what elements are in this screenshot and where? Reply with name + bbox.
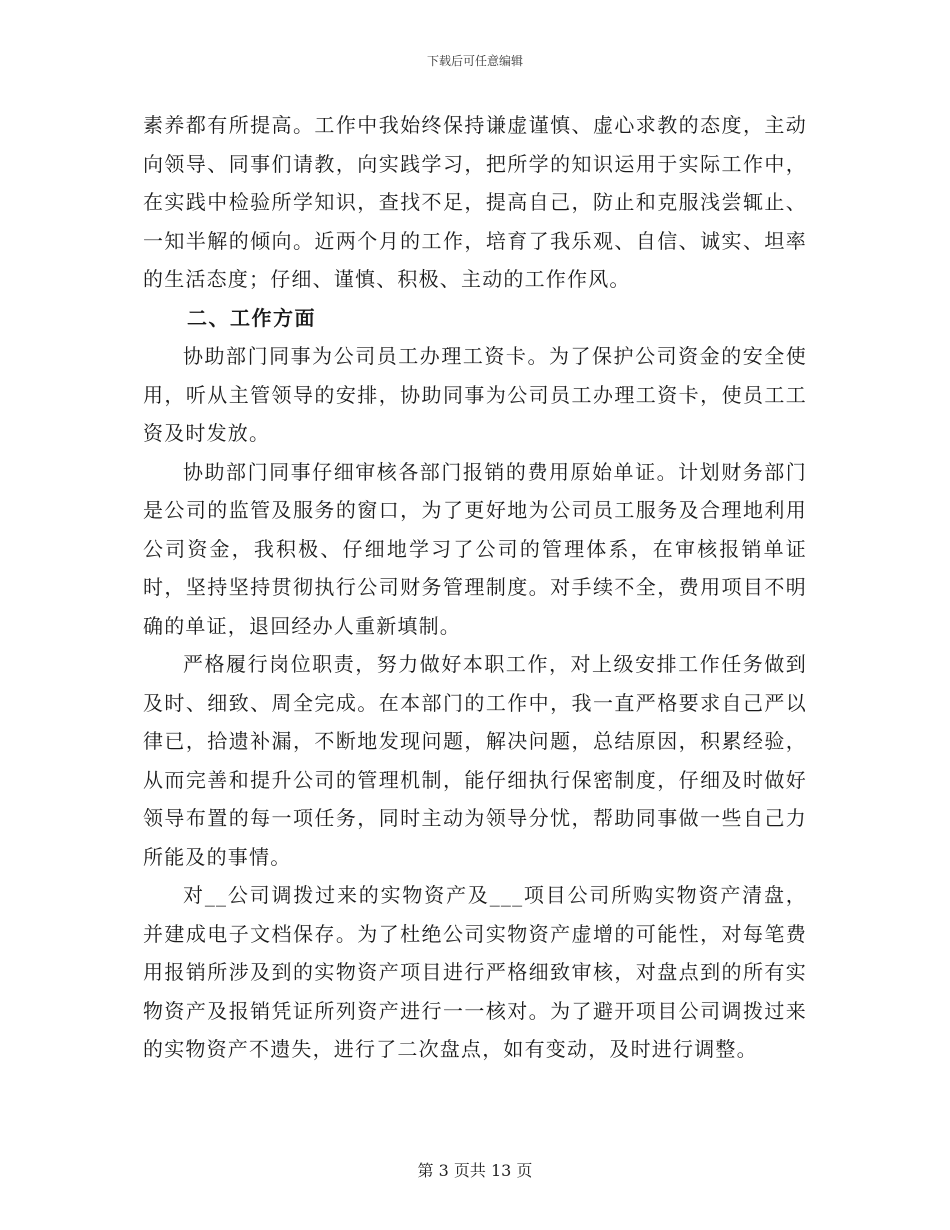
paragraph-4: 严格履行岗位职责，努力做好本职工作，对上级安排工作任务做到及时、细致、周全完成。在本部门的工作中，我一直严格要求自己严以律已，拾遗补漏，不断地发现问题，解决问题，总结原因，积累经验，从而完善和提升公司的管理机制，能仔细执行保密制度，仔细及时做好领导布置的每一项任务，同时主动为领导分忧，帮助同事做一些自己力所能及的事情。	[143, 652, 807, 869]
document-body	[143, 106, 807, 1069]
page-footer: 第 3 页共 13 页	[417, 1161, 533, 1180]
paragraph-3: 协助部门同事仔细审核各部门报销的费用原始单证。计划财务部门是公司的监管及服务的窗口，为了更好地为公司员工服务及合理地利用公司资金，我积极、仔细地学习了公司的管理体系，在审核报销单证时，坚持坚持贯彻执行公司财务管理制度。对手续不全，费用项目不明确的单证，退回经办人重新填制。	[143, 459, 807, 638]
paragraph-5: 对__公司调拨过来的实物资产及___项目公司所购实物资产清盘，并建成电子文档保存。为了杜绝公司实物资产虚增的可能性，对每笔费用报销所涉及到的实物资产项目进行严格细致审核，对盘点到的所有实物资产及报销凭证所列资产进行一一核对。为了避开项目公司调拨过来的实物资产不遗失，进行了二次盘点，如有变动，及时进行调整。	[143, 883, 807, 1061]
paragraph-2: 协助部门同事为公司员工办理工资卡。为了保护公司资金的安全使用，听从主管领导的安排，协助同事为公司员工办理工资卡，使员工工资及时发放。	[143, 344, 807, 445]
page-header: 下载后可任意编辑	[426, 54, 523, 68]
paragraph-1: 素养都有所提高。工作中我始终保持谦虚谨慎、虚心求教的态度，主动向领导、同事们请教，向实践学习，把所学的知识运用于实际工作中，在实践中检验所学知识，查找不足，提高自己，防止和克服浅尝辄止、一知半解的倾向。近两个月的工作，培育了我乐观、自信、诚实、坦率的生活态度；仔细、谨慎、积极、主动的工作作风。	[143, 113, 807, 291]
section-heading: 二、工作方面	[187, 305, 316, 330]
